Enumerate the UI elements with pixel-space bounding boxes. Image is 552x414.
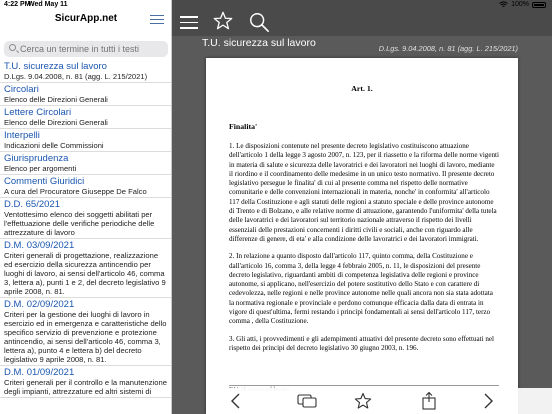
search-icon[interactable]: [248, 11, 270, 33]
list-item[interactable]: [0, 106, 171, 129]
battery-percent: 100%: [511, 1, 529, 8]
list-item-title: D.M. 01/09/2021: [4, 367, 75, 378]
list-item-subtitle: Criteri generali di progettazione, realizzazione ed esercizio della sicurezza antincendio per luoghi di lavoro, ai sensi dell'articolo 46, comma 3, lettera a), punti 1 e 2, del decreto legislativo 9 aprile 2008, n. 81.: [4, 251, 166, 296]
list-item-subtitle: Criteri generali per il controllo e la manutenzione degli impianti, attrezzature ed altri sistemi di: [4, 378, 167, 396]
share-icon[interactable]: [418, 392, 440, 410]
list-item[interactable]: [0, 152, 171, 175]
document-subtitle: D.Lgs. 9.04.2008, n. 81 (agg. L. 215/2021): [378, 44, 518, 53]
sidebar-list: [0, 60, 171, 398]
app-title: SicurApp.net: [54, 13, 118, 24]
list-item-subtitle: Elenco delle Direzioni Generali: [4, 95, 108, 104]
search-input[interactable]: [20, 42, 164, 56]
status-time: 4:22 PM: [4, 1, 31, 8]
list-item[interactable]: [0, 83, 171, 106]
wifi-icon: [499, 1, 508, 8]
list-item[interactable]: [0, 60, 171, 83]
list-item[interactable]: [0, 198, 171, 239]
document-area: [172, 0, 552, 414]
list-item-title: Commenti Giuridici: [4, 176, 85, 187]
list-item-subtitle: Criteri per la gestione dei luoghi di lavoro in esercizio ed in emergenza e caratteristiche dello specifico servizio di prevenzione e protezione antincendio, ai sensi dell'articolo 46, comma 3, lettera a), punto 4 e lettera b) del decreto legislativo 9 aprile 2008, n. 81.: [4, 310, 167, 364]
list-item-subtitle: Indicazioni delle Commissioni: [4, 141, 104, 150]
chevron-left-icon[interactable]: [226, 392, 248, 410]
list-item[interactable]: [0, 298, 171, 366]
document-page: [206, 58, 518, 414]
list-item-subtitle: Elenco delle Direzioni Generali: [4, 118, 108, 127]
status-date: Wed May 11: [28, 1, 68, 8]
paragraph: 1. Le disposizioni contenute nel presente decreto legislativo costituiscono attuazione dell'articolo 1 della legge 3 agosto 2007, n. 123, per il riassetto e la riforma delle norme vigenti in materia di salute e sicurezza delle lavoratrici e dei lavoratori nei luoghi di lavoro, mediante il riordino e il coordinamento delle medesime in un unico testo normativo. Il presente decreto legislativo persegue le finalita' di cui al presente comma nel rispetto delle normative comunitarie e delle convenzioni internazionali in materia, nonche' in conformita' all'articolo 117 della Costituzione e agli statuti delle regioni a statuto speciale e delle province autonome di Trento e di Bolzano, e alle relative norme di attuazione, garantendo l'uniformita' della tutela delle lavoratrici e dei lavoratori sul territorio nazionale attraverso il rispetto dei livelli essenziali delle prestazioni concernenti i diritti civili e sociali, anche con riguardo alle differenze di genere, di eta' e alla condizione delle lavoratrici e dei lavoratori immigrati.: [229, 142, 499, 243]
article-body: [229, 142, 499, 361]
bottom-toolbar: [208, 388, 552, 414]
search-bar[interactable]: [4, 41, 168, 57]
paragraph: 2. In relazione a quanto disposto dall'articolo 117, quinto comma, della Costituzione e dall'articolo 16, comma 3, della legge 4 febbraio 2005, n. 11, le disposizioni del presente decreto legislativo, riguardanti ambiti di competenza legislativa delle regioni e province autonome, si applicano, nell'esercizio del potere sostitutivo dello Stato e con carattere di cedevolezza, nelle regioni e nelle province autonome nelle quali ancora non sia stata adottata la normativa regionale e provinciale e perdono comunque efficacia dalla data di entrata in vigore di quest'ultima, fermi restando i principi fondamentali ai sensi dell'articolo 117, terzo comma , della Costituzione.: [229, 252, 493, 326]
sidebar: [0, 0, 172, 414]
list-item[interactable]: [0, 239, 171, 298]
article-number: Art. 1.: [351, 84, 373, 93]
list-item-subtitle: Elenco per argomenti: [4, 164, 77, 173]
search-icon: [9, 44, 16, 51]
list-item-title: Circolari: [4, 84, 39, 95]
status-right: [499, 1, 546, 8]
comments-icon[interactable]: [296, 392, 318, 410]
document-title: T.U. sicurezza sul lavoro: [202, 37, 316, 49]
list-item[interactable]: [0, 366, 171, 398]
list-item-title: D.M. 03/09/2021: [4, 240, 75, 251]
star-outline-icon[interactable]: [352, 392, 374, 410]
list-item-title: Giurisprudenza: [4, 153, 69, 164]
list-item-subtitle: Ventottesimo elenco dei soggetti abilitati per l'effettuazione delle verifiche periodiche delle attrezzature di lavoro: [4, 210, 155, 237]
list-item-title: D.D. 65/2021: [4, 199, 60, 210]
star-icon[interactable]: [212, 10, 234, 32]
article-heading: Finalita': [229, 122, 258, 131]
list-item-subtitle: D.Lgs. 9.04.2008, n. 81 (agg. L. 215/2021): [4, 72, 148, 81]
list-item[interactable]: [0, 129, 171, 152]
status-bar: [0, 0, 552, 10]
list-item[interactable]: [0, 175, 171, 198]
menu-icon[interactable]: [180, 16, 198, 30]
list-item-title: Interpelli: [4, 130, 40, 141]
list-item-title: T.U. sicurezza sul lavoro: [4, 61, 107, 72]
list-menu-icon[interactable]: [150, 15, 164, 25]
paragraph: 3. Gli atti, i provvedimenti e gli adempimenti attuativi del presente decreto sono effettuati nel rispetto dei principi del decreto legislativo 30 giugno 2003, n. 196.: [229, 334, 495, 352]
list-item-subtitle: A cura del Procuratore Giuseppe De Falco: [4, 187, 147, 196]
chevron-right-icon[interactable]: [476, 392, 498, 410]
list-item-title: Lettere Circolari: [4, 107, 72, 118]
list-item-title: D.M. 02/09/2021: [4, 299, 75, 310]
battery-icon: [532, 2, 546, 8]
